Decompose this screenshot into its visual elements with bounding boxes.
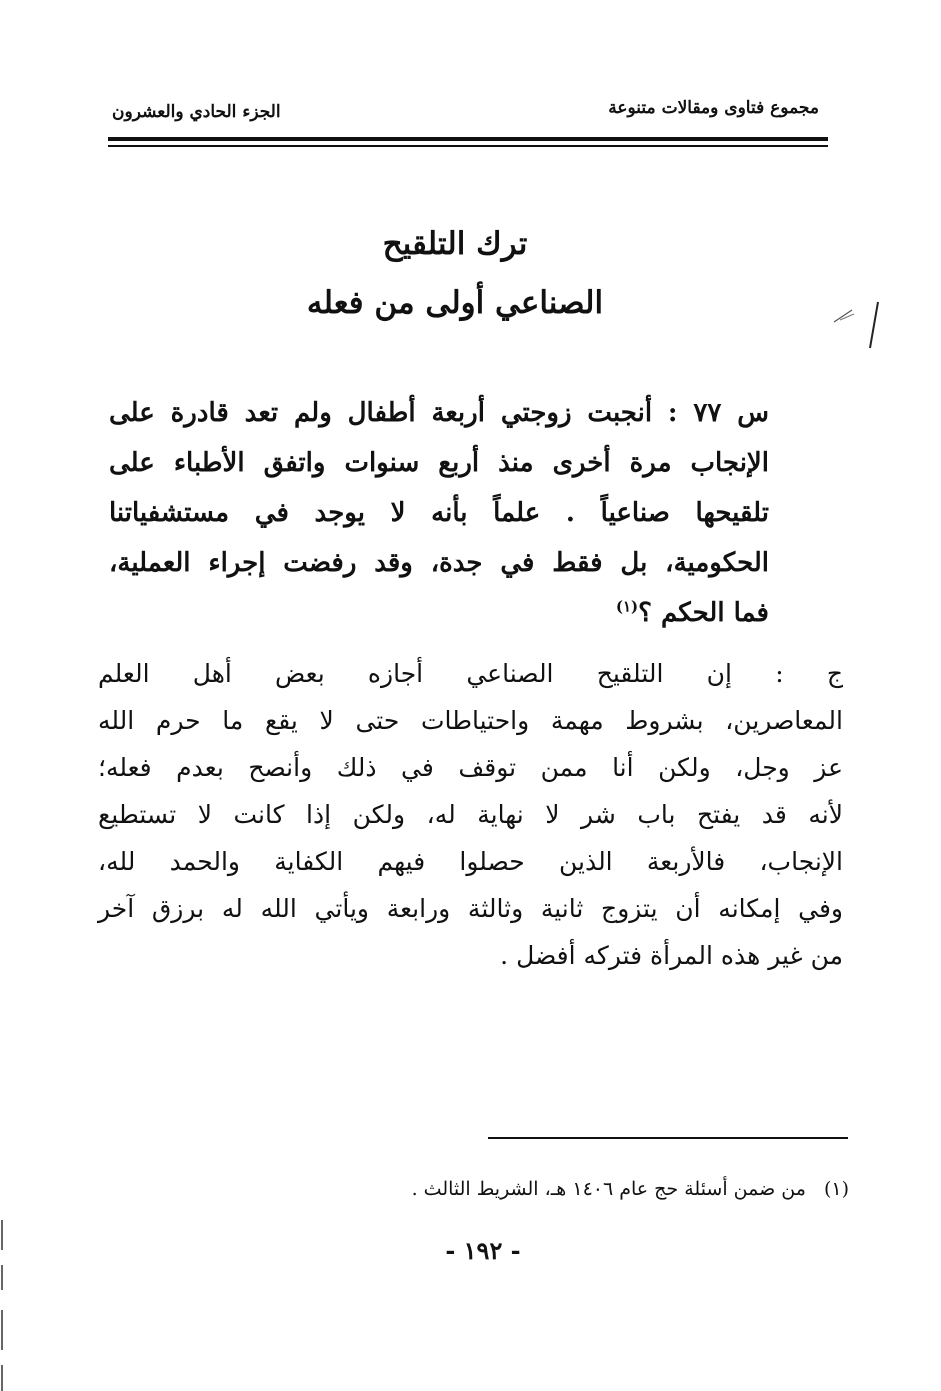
answer-paragraph bbox=[98, 650, 843, 979]
running-header-volume: الجزء الحادي والعشرون bbox=[112, 102, 281, 122]
question-line: الحكومية، بل فقط في جدة، وقد رفضت إجراء العملية، bbox=[109, 548, 769, 578]
handwritten-mark bbox=[830, 300, 900, 350]
question-line-last bbox=[109, 588, 769, 638]
question-line: تلقيحها صناعياً . علماً بأنه لا يوجد في مستشفياتنا bbox=[109, 498, 769, 528]
answer-line: ج : إن التلقيح الصناعي أجازه بعض أهل العلم bbox=[98, 659, 843, 688]
footnote bbox=[412, 1178, 849, 1200]
running-header-book-title: مجموع فتاوى ومقالات متنوعة bbox=[608, 98, 819, 118]
answer-line: المعاصرين، بشروط مهمة واحتياطات حتى لا يقع ما حرم الله bbox=[98, 706, 843, 735]
question-line: الإنجاب مرة أخرى منذ أربع سنوات واتفق الأطباء على bbox=[109, 448, 769, 478]
footnote-separator bbox=[488, 1137, 848, 1139]
footnote-text: من ضمن أسئلة حج عام ١٤٠٦ هـ، الشريط الثالث . bbox=[411, 1178, 806, 1200]
answer-line: وفي إمكانه أن يتزوج ثانية وثالثة ورابعة ويأتي الله له برزق آخر bbox=[98, 894, 843, 923]
question-paragraph bbox=[109, 388, 769, 638]
page-number: - ١٩٢ - bbox=[445, 1236, 521, 1265]
question-line: س ٧٧ : أنجبت زوجتي أربعة أطفال ولم تعد قادرة على bbox=[109, 398, 769, 428]
answer-line: عز وجل، ولكن أنا ممن توقف في ذلك وأنصح بعدم فعله؛ bbox=[98, 753, 843, 782]
footnote-reference: (١) bbox=[615, 597, 639, 616]
answer-line: من غير هذه المرأة فتركه أفضل . bbox=[500, 941, 843, 970]
answer-line: لأنه قد يفتح باب شر لا نهاية له، ولكن إذا كانت لا تستطيع bbox=[98, 800, 843, 829]
header-rule-thin bbox=[108, 145, 828, 147]
answer-line: الإنجاب، فالأربعة الذين حصلوا فيهم الكفاية والحمد لله، bbox=[98, 847, 843, 876]
scan-edge-marks bbox=[0, 1220, 6, 1391]
article-title-line1: ترك التلقيح bbox=[382, 226, 528, 262]
footnote-number: (١) bbox=[823, 1178, 849, 1200]
question-line: فما الحكم ؟ bbox=[638, 598, 769, 628]
article-title-line2: الصناعي أولى من فعله bbox=[306, 285, 604, 321]
header-rule-thick bbox=[108, 137, 828, 141]
